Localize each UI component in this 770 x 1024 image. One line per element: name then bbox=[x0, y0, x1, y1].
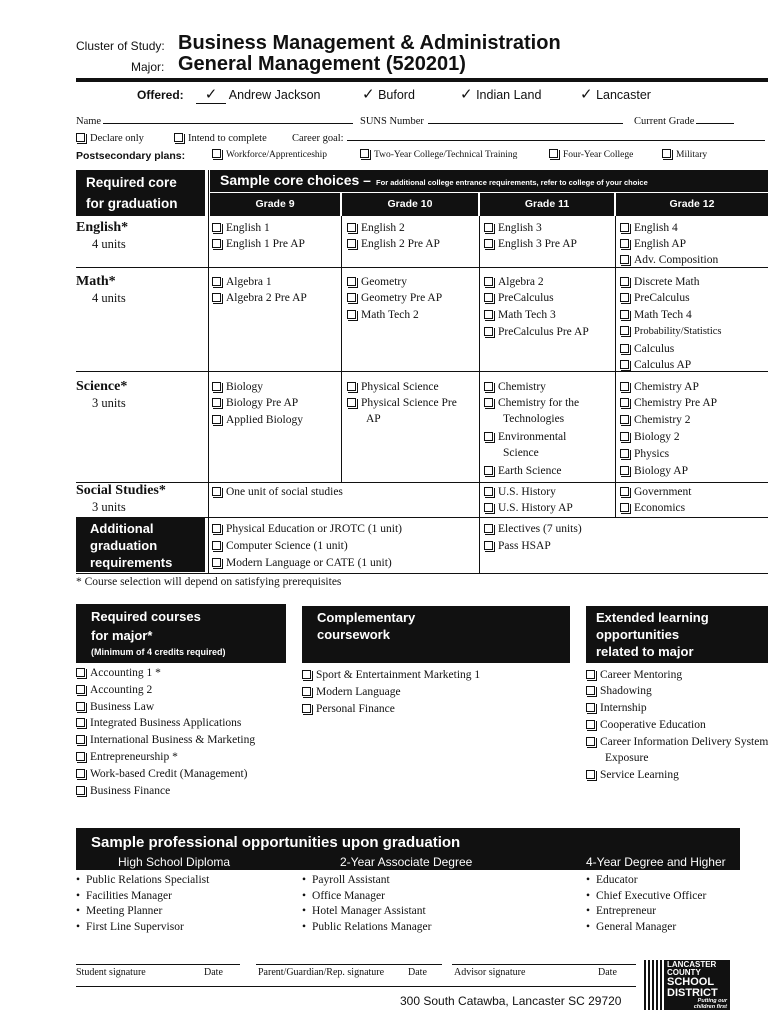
course-checkbox[interactable]: Biology bbox=[212, 379, 263, 395]
divider bbox=[76, 662, 286, 663]
course-checkbox[interactable]: Biology 2 bbox=[620, 429, 680, 445]
opportunity-item: • Payroll Assistant bbox=[302, 872, 390, 888]
grade-9-header: Grade 9 bbox=[210, 193, 340, 216]
extended-learning-checkbox[interactable]: Shadowing bbox=[586, 683, 652, 699]
cluster-label: Cluster of Study: bbox=[76, 39, 165, 53]
required-core-header: Required core for graduation bbox=[76, 170, 205, 216]
course-checkbox[interactable]: U.S. History bbox=[484, 484, 556, 500]
course-checkbox[interactable]: U.S. History AP bbox=[484, 500, 573, 516]
course-checkbox[interactable]: English 2 bbox=[347, 220, 405, 236]
additional-requirements-header: Additional graduation requirements bbox=[76, 518, 205, 572]
course-checkbox[interactable]: Math Tech 4 bbox=[620, 307, 692, 323]
opportunity-item: • General Manager bbox=[586, 919, 676, 935]
additional-checkbox[interactable]: Computer Science (1 unit) bbox=[212, 538, 348, 554]
units-science: 3 units bbox=[92, 396, 126, 410]
complementary-header: Complementary coursework bbox=[302, 606, 570, 662]
course-checkbox[interactable]: English 1 Pre AP bbox=[212, 236, 305, 252]
divider bbox=[341, 216, 342, 482]
opportunities-col-3-heading: 4-Year Degree and Higher bbox=[582, 855, 730, 870]
units-social-studies: 3 units bbox=[92, 500, 126, 514]
extended-learning-header: Extended learning opportunities related to major bbox=[586, 606, 768, 662]
major-course-checkbox[interactable]: Work-based Credit (Management) bbox=[76, 766, 247, 782]
logo-block: LANCASTER COUNTY SCHOOL DISTRICT Putting our children first bbox=[664, 960, 730, 1010]
course-checkbox[interactable]: Math Tech 2 bbox=[347, 307, 419, 323]
plan-four-year-checkbox[interactable]: Four-Year College bbox=[549, 149, 633, 160]
course-checkbox[interactable]: Physical Science bbox=[347, 379, 439, 395]
district-logo bbox=[644, 958, 730, 1012]
course-checkbox[interactable]: Physics bbox=[620, 446, 669, 462]
extended-learning-checkbox[interactable]: Internship bbox=[586, 700, 647, 716]
course-checkbox[interactable]: Discrete Math bbox=[620, 274, 699, 290]
check-icon: ✓ bbox=[196, 85, 226, 104]
opportunities-col-2-heading: 2-Year Associate Degree bbox=[340, 855, 473, 869]
opportunities-col-1-heading: High School Diploma bbox=[118, 855, 231, 869]
offered-school-4: ✓ Lancaster bbox=[580, 86, 651, 103]
intend-complete-checkbox[interactable]: Intend to complete bbox=[174, 133, 267, 144]
plan-military-checkbox[interactable]: Military bbox=[662, 149, 707, 160]
plan-two-year-checkbox[interactable]: Two-Year College/Technical Training bbox=[360, 149, 517, 160]
course-checkbox[interactable]: PreCalculus Pre AP bbox=[484, 324, 589, 340]
divider bbox=[302, 662, 570, 663]
divider bbox=[479, 216, 480, 573]
divider bbox=[76, 482, 768, 483]
subject-science: Science* bbox=[76, 379, 128, 394]
footer-rule bbox=[76, 986, 636, 987]
course-checkbox[interactable]: PreCalculus bbox=[620, 290, 690, 306]
course-checkbox[interactable]: Math Tech 3 bbox=[484, 307, 556, 323]
course-checkbox[interactable]: Chemistry 2 bbox=[620, 412, 691, 428]
units-math: 4 units bbox=[92, 291, 126, 305]
course-checkbox[interactable]: Algebra 2 bbox=[484, 274, 544, 290]
logo-bars-icon bbox=[644, 960, 662, 1010]
units-english: 4 units bbox=[92, 237, 126, 251]
extended-learning-checkbox[interactable]: Career Information Delivery System Exposure bbox=[586, 734, 770, 766]
advisor-date-label[interactable]: Date bbox=[598, 967, 617, 978]
opportunity-item: • Public Relations Manager bbox=[302, 919, 431, 935]
grade-10-header: Grade 10 bbox=[342, 193, 478, 216]
course-checkbox[interactable]: Geometry Pre AP bbox=[347, 290, 442, 306]
major-course-checkbox[interactable]: Accounting 1 * bbox=[76, 665, 161, 681]
signature-line bbox=[76, 964, 240, 965]
name-field[interactable]: Name bbox=[76, 116, 353, 127]
course-checkbox[interactable]: Adv. Composition bbox=[620, 252, 718, 268]
course-checkbox[interactable]: Physical Science Pre AP bbox=[347, 395, 457, 427]
district-address: 300 South Catawba, Lancaster SC 29720 bbox=[400, 994, 622, 1008]
extended-learning-checkbox[interactable]: Service Learning bbox=[586, 767, 679, 783]
grade-11-header: Grade 11 bbox=[480, 193, 614, 216]
offered-school-3: ✓ Indian Land bbox=[460, 86, 542, 103]
opportunity-item: • Public Relations Specialist bbox=[76, 872, 209, 888]
course-checkbox[interactable]: Biology Pre AP bbox=[212, 395, 298, 411]
major-course-checkbox[interactable]: Business Law bbox=[76, 699, 154, 715]
cluster-value: Business Management & Administration bbox=[178, 32, 561, 54]
parent-date-label[interactable]: Date bbox=[408, 967, 427, 978]
course-checkbox[interactable]: Chemistry bbox=[484, 379, 546, 395]
divider bbox=[586, 662, 768, 663]
current-grade-field[interactable]: Current Grade bbox=[634, 116, 734, 127]
parent-signature-label[interactable]: Parent/Guardian/Rep. signature bbox=[258, 967, 385, 978]
additional-checkbox[interactable]: Electives (7 units) bbox=[484, 521, 582, 537]
career-goal-field[interactable]: Career goal: bbox=[292, 133, 765, 144]
signature-line bbox=[452, 964, 636, 965]
course-checkbox[interactable]: Calculus AP bbox=[620, 357, 691, 373]
check-icon: ✓ bbox=[580, 86, 593, 103]
course-checkbox[interactable]: Geometry bbox=[347, 274, 407, 290]
course-checkbox[interactable]: English 3 Pre AP bbox=[484, 236, 577, 252]
course-checkbox[interactable]: Earth Science bbox=[484, 463, 562, 479]
course-checkbox[interactable]: Algebra 2 Pre AP bbox=[212, 290, 307, 306]
check-icon: ✓ bbox=[460, 86, 473, 103]
suns-field[interactable]: SUNS Number bbox=[360, 116, 623, 127]
major-label: Major: bbox=[131, 60, 165, 74]
opportunity-item: • First Line Supervisor bbox=[76, 919, 184, 935]
header-rule bbox=[76, 78, 768, 82]
major-course-checkbox[interactable]: Entrepreneurship * bbox=[76, 749, 178, 765]
opportunity-item: • Chief Executive Officer bbox=[586, 888, 706, 904]
course-checkbox[interactable]: Chemistry Pre AP bbox=[620, 395, 717, 411]
plan-workforce-checkbox[interactable]: Workforce/Apprenticeship bbox=[212, 149, 327, 160]
course-checkbox[interactable]: English 1 bbox=[212, 220, 270, 236]
course-checkbox[interactable]: Biology AP bbox=[620, 463, 688, 479]
required-major-header: Required courses for major* (Minimum of 4 credits required) bbox=[76, 604, 286, 662]
complementary-checkbox[interactable]: Sport & Entertainment Marketing 1 bbox=[302, 667, 480, 683]
course-checkbox[interactable]: Algebra 1 bbox=[212, 274, 272, 290]
subject-english: English* bbox=[76, 220, 129, 235]
complementary-checkbox[interactable]: Modern Language bbox=[302, 684, 401, 700]
course-checkbox[interactable]: Economics bbox=[620, 500, 685, 516]
offered-school-1: ✓ Andrew Jackson bbox=[196, 85, 321, 104]
course-checkbox[interactable]: Chemistry AP bbox=[620, 379, 699, 395]
subject-social-studies: Social Studies* bbox=[76, 483, 166, 498]
offered-label: Offered: bbox=[137, 88, 184, 102]
course-checkbox[interactable]: Applied Biology bbox=[212, 412, 303, 428]
postsecondary-label: Postsecondary plans: bbox=[76, 150, 186, 162]
major-course-checkbox[interactable]: International Business & Marketing bbox=[76, 732, 255, 748]
opportunity-item: • Entrepreneur bbox=[586, 903, 656, 919]
additional-checkbox[interactable]: Physical Education or JROTC (1 unit) bbox=[212, 521, 402, 537]
complementary-checkbox[interactable]: Personal Finance bbox=[302, 701, 395, 717]
opportunities-header: Sample professional opportunities upon graduation bbox=[76, 828, 740, 870]
prerequisite-footnote: * Course selection will depend on satisfying prerequisites bbox=[76, 576, 342, 588]
declare-only-checkbox[interactable]: Declare only bbox=[76, 133, 144, 144]
major-value: General Management (520201) bbox=[178, 53, 466, 75]
offered-school-2: ✓ Buford bbox=[362, 86, 415, 103]
sample-core-header: Sample core choices – For additional college entrance requirements, refer to college of your choice bbox=[210, 170, 768, 192]
student-date-label[interactable]: Date bbox=[204, 967, 223, 978]
course-checkbox[interactable]: Environmental Science bbox=[484, 429, 584, 461]
check-icon: ✓ bbox=[362, 86, 375, 103]
course-checkbox[interactable]: One unit of social studies bbox=[212, 484, 343, 500]
major-course-checkbox[interactable]: Business Finance bbox=[76, 783, 170, 799]
opportunity-item: • Meeting Planner bbox=[76, 903, 162, 919]
course-checkbox[interactable]: Chemistry for the Technologies bbox=[484, 395, 612, 427]
grade-12-header: Grade 12 bbox=[616, 193, 768, 216]
course-checkbox[interactable]: PreCalculus bbox=[484, 290, 554, 306]
course-checkbox[interactable]: English AP bbox=[620, 236, 686, 252]
course-checkbox[interactable]: English 2 Pre AP bbox=[347, 236, 440, 252]
advisor-signature-label[interactable]: Advisor signature bbox=[454, 967, 526, 978]
course-checkbox[interactable]: Probability/Statistics bbox=[620, 324, 722, 340]
additional-checkbox[interactable]: Pass HSAP bbox=[484, 538, 551, 554]
opportunity-item: • Hotel Manager Assistant bbox=[302, 903, 426, 919]
extended-learning-checkbox[interactable]: Cooperative Education bbox=[586, 717, 706, 733]
subject-math: Math* bbox=[76, 274, 116, 289]
course-checkbox[interactable]: Calculus bbox=[620, 341, 674, 357]
student-signature-label[interactable]: Student signature bbox=[76, 967, 146, 978]
extended-learning-checkbox[interactable]: Career Mentoring bbox=[586, 667, 682, 683]
divider bbox=[76, 573, 768, 574]
course-checkbox[interactable]: English 3 bbox=[484, 220, 542, 236]
opportunity-item: • Educator bbox=[586, 872, 638, 888]
major-course-checkbox[interactable]: Accounting 2 bbox=[76, 682, 152, 698]
additional-checkbox[interactable]: Modern Language or CATE (1 unit) bbox=[212, 555, 392, 571]
opportunity-item: • Facilities Manager bbox=[76, 888, 172, 904]
course-checkbox[interactable]: Government bbox=[620, 484, 691, 500]
major-course-checkbox[interactable]: Integrated Business Applications bbox=[76, 715, 241, 731]
course-checkbox[interactable]: English 4 bbox=[620, 220, 678, 236]
signature-line bbox=[256, 964, 442, 965]
opportunity-item: • Office Manager bbox=[302, 888, 385, 904]
divider bbox=[615, 216, 616, 517]
